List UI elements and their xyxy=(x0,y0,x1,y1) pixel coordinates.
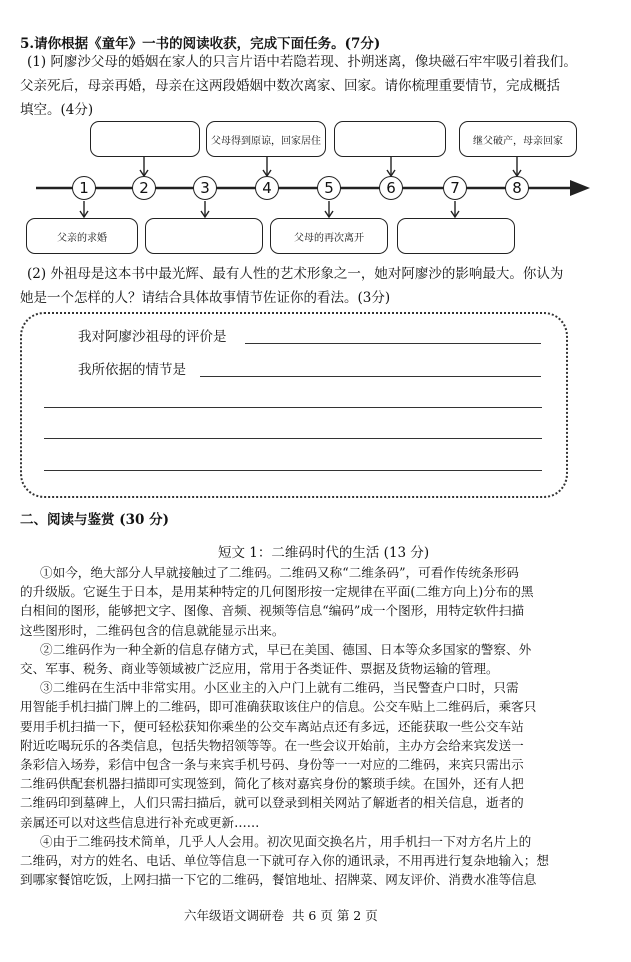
question-5-title: 5.请你根据《童年》一书的阅读收获，完成下面任务。(7分) xyxy=(20,36,381,52)
article-line: ②二维码作为一种全新的信息存储方式，早已在美国、德国、日本等众多国家的警察、外 xyxy=(40,641,532,657)
article-line: 二维码，对方的姓名、电话、单位等信息一下就可存入你的通讯录，不用再进行复杂地输入；想 xyxy=(20,853,549,868)
timeline-node-2: 2 xyxy=(132,176,156,200)
timeline-node-4: 4 xyxy=(255,176,279,200)
evaluation-answer-line[interactable] xyxy=(245,343,541,344)
article-line: ①如今，绝大部分人早就接触过了二维码。二维码又称“二维条码”，可看作传统条形码 xyxy=(40,565,519,580)
basis-label: 我所依据的情节是 xyxy=(78,362,186,378)
article-line: 二维码供配套机器扫描即可实现签到，简化了核对嘉宾身份的繁琐手续。在国外，还有人把 xyxy=(20,776,524,792)
question-5-part2-line: 她是一个怎样的人？请结合具体故事情节佐证你的看法。(3分) xyxy=(20,290,391,306)
timeline-node-5: 5 xyxy=(317,176,341,200)
section-2-heading: 二、阅读与鉴赏 (30 分) xyxy=(20,512,169,528)
article-line: ④由于二维码技术简单，几乎人人会用。初次见面交换名片，用手机扫一下对方名片上的 xyxy=(40,833,532,849)
timeline-node-8: 8 xyxy=(505,176,529,200)
article-line: 附近吃喝玩乐的各类信息，包括失物招领等等。在一些会议开始前，主办方会给来宾发送一 xyxy=(20,737,524,753)
question-5-part2-line: (2) 外祖母是这本书中最光辉、最有人性的艺术形象之一，她对阿廖沙的影响最大。你认为 xyxy=(27,266,564,282)
article-line: 亲属还可以对这些信息进行补充或更新…… xyxy=(20,814,260,830)
question-5-part1-line: (1) 阿廖沙父母的婚姻在家人的只言片语中若隐若现、扑朔迷离，像块磁石牢牢吸引着我们。 xyxy=(27,54,577,70)
timeline-node-3: 3 xyxy=(193,176,217,200)
question-5-part1-line: 填空。(4分) xyxy=(20,102,94,118)
article-line: 二维码印到墓碑上，人们只需扫描后，就可以登录到相关网站了解逝者的相关信息，逝者的 xyxy=(20,795,524,811)
article-line: 交、军事、税务、商业等领域被广泛应用，常用于各类证件、票据及货物运输的管理。 xyxy=(20,661,499,676)
article-line: 白相间的图形，能够把文字、图像、音频、视频等信息“编码”成一个图形，用特定软件扫描 xyxy=(20,603,525,619)
article-line: 到哪家餐馆吃饭，上网扫描一下它的二维码，餐馆地址、招牌菜、网友评价、消费水准等信息 xyxy=(20,872,537,888)
article-line: 这些图形时，二维码包含的信息就能显示出来。 xyxy=(20,622,285,638)
article-line: 要用手机扫描一下，便可轻松获知你乘坐的公交车离站点还有多远，还能获取一些公交车站 xyxy=(20,718,524,734)
answer-line[interactable] xyxy=(44,438,542,439)
plot-box-3 xyxy=(145,218,263,254)
basis-answer-line[interactable] xyxy=(200,376,541,377)
article-line: 用智能手机扫描门牌上的二维码，即可准确获取该住户的信息。公交车贴上二维码后，乘客只 xyxy=(20,699,537,715)
article-1-title: 短文 1：二维码时代的生活 (13 分) xyxy=(218,545,430,561)
page-footer: 六年级语文调研卷 共 6 页 第 2 页 xyxy=(184,908,378,923)
question-5-part1-line: 父亲死后，母亲再婚，母亲在这两段婚姻中数次离家、回家。请你梳理重要情节，完成概括 xyxy=(20,78,560,94)
plot-box-4: 父母得到原谅，回家居住 xyxy=(206,121,326,157)
plot-box-6 xyxy=(334,121,446,157)
timeline-node-1: 1 xyxy=(72,176,96,200)
answer-line[interactable] xyxy=(44,470,542,471)
plot-box-7 xyxy=(397,218,515,254)
answer-line[interactable] xyxy=(44,407,542,408)
plot-box-8: 继父破产，母亲回家 xyxy=(459,121,577,157)
plot-box-2 xyxy=(90,121,200,157)
plot-box-5: 父母的再次离开 xyxy=(270,218,388,254)
article-line: ③二维码在生活中非常实用。小区业主的入户门上就有二维码，当民警查户口时，只需 xyxy=(40,680,519,696)
evaluation-label: 我对阿廖沙祖母的评价是 xyxy=(78,329,227,345)
article-line: 条彩信入场券，彩信中包含一条与来宾手机号码、身份等一一对应的二维码，来宾只需出示 xyxy=(20,757,524,772)
timeline-node-7: 7 xyxy=(443,176,467,200)
plot-box-1: 父亲的求婚 xyxy=(26,218,138,254)
article-line: 的升级版。它诞生于日本，是用某种特定的几何图形按一定规律在平面(二维方向上)分布的黑 xyxy=(20,584,534,600)
timeline-node-6: 6 xyxy=(379,176,403,200)
